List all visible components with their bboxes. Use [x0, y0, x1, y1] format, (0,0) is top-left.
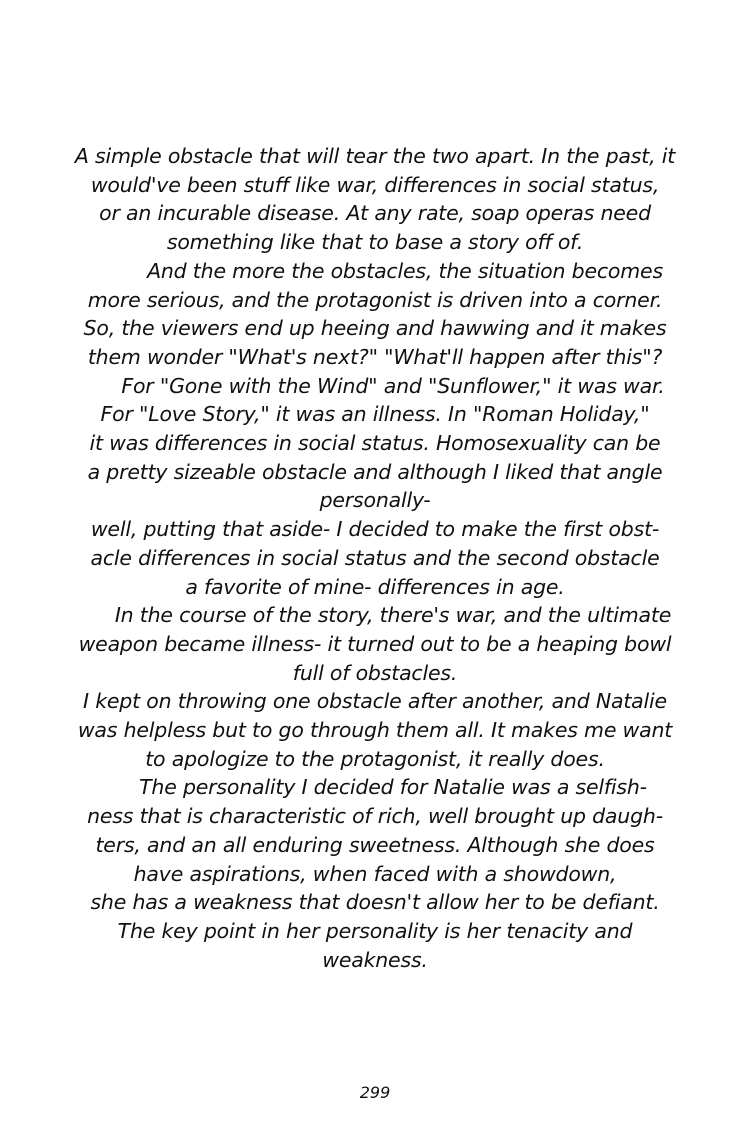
text-line: weakness. [322, 947, 428, 972]
text-line: I kept on throwing one obstacle after another, and Natalie [83, 689, 667, 714]
text-line: something like that to base a story off of. [166, 230, 584, 255]
text-line: The personality I decided for Natalie was a selfish- [139, 775, 647, 800]
text-line: ness that is characteristic of rich, well brought up daugh- [87, 804, 663, 829]
text-line: ters, and an all enduring sweetness. Although she does [95, 832, 655, 857]
text-line: would've been stuff like war, differences in social status, [90, 172, 660, 197]
text-line: A simple obstacle that will tear the two apart. In the past, it [74, 144, 676, 168]
text-line: was helpless but to go through them all. It makes me want [77, 718, 673, 743]
text-line: or an incurable disease. At any rate, soap operas need [99, 201, 651, 226]
text-line: The key point in her personality is her tenacity and [117, 918, 633, 943]
text-line: them wonder "What's next?" "What'll happen after this"? [87, 344, 663, 369]
text-line: So, the viewers end up heeing and hawwing and it makes [83, 316, 667, 341]
text-line: a pretty sizeable obstacle and although I liked that angle [87, 459, 663, 484]
text-line: full of obstacles. [292, 660, 458, 685]
text-line: to apologize to the protagonist, it really does. [145, 746, 605, 771]
page-number: 299 [359, 1083, 391, 1102]
text-line: weapon became illness- it turned out to be a heaping bowl [78, 631, 672, 656]
text-line: more serious, and the protagonist is driven into a corner. [87, 287, 663, 312]
text-line: a favorite of mine- differences in age. [185, 574, 565, 599]
text-line: In the course of the story, there's war, and the ultimate [114, 603, 672, 628]
text-line: acle differences in social status and the second obstacle [90, 545, 660, 570]
text-line: And the more the obstacles, the situation becomes [147, 258, 663, 283]
text-line: she has a weakness that doesn't allow her to be defiant. [90, 890, 660, 915]
text-line: well, putting that aside- I decided to make the first obst- [90, 517, 660, 542]
text-line: personally- [319, 488, 431, 513]
text-line: For "Gone with the Wind" and "Sunflower," it was war. [121, 373, 665, 398]
text-line: it was differences in social status. Homosexuality can be [89, 431, 661, 456]
text-line: have aspirations, when faced with a showdown, [133, 861, 617, 886]
body-text [58, 142, 692, 974]
text-line: For "Love Story," it was an illness. In "Roman Holiday," [100, 402, 650, 427]
